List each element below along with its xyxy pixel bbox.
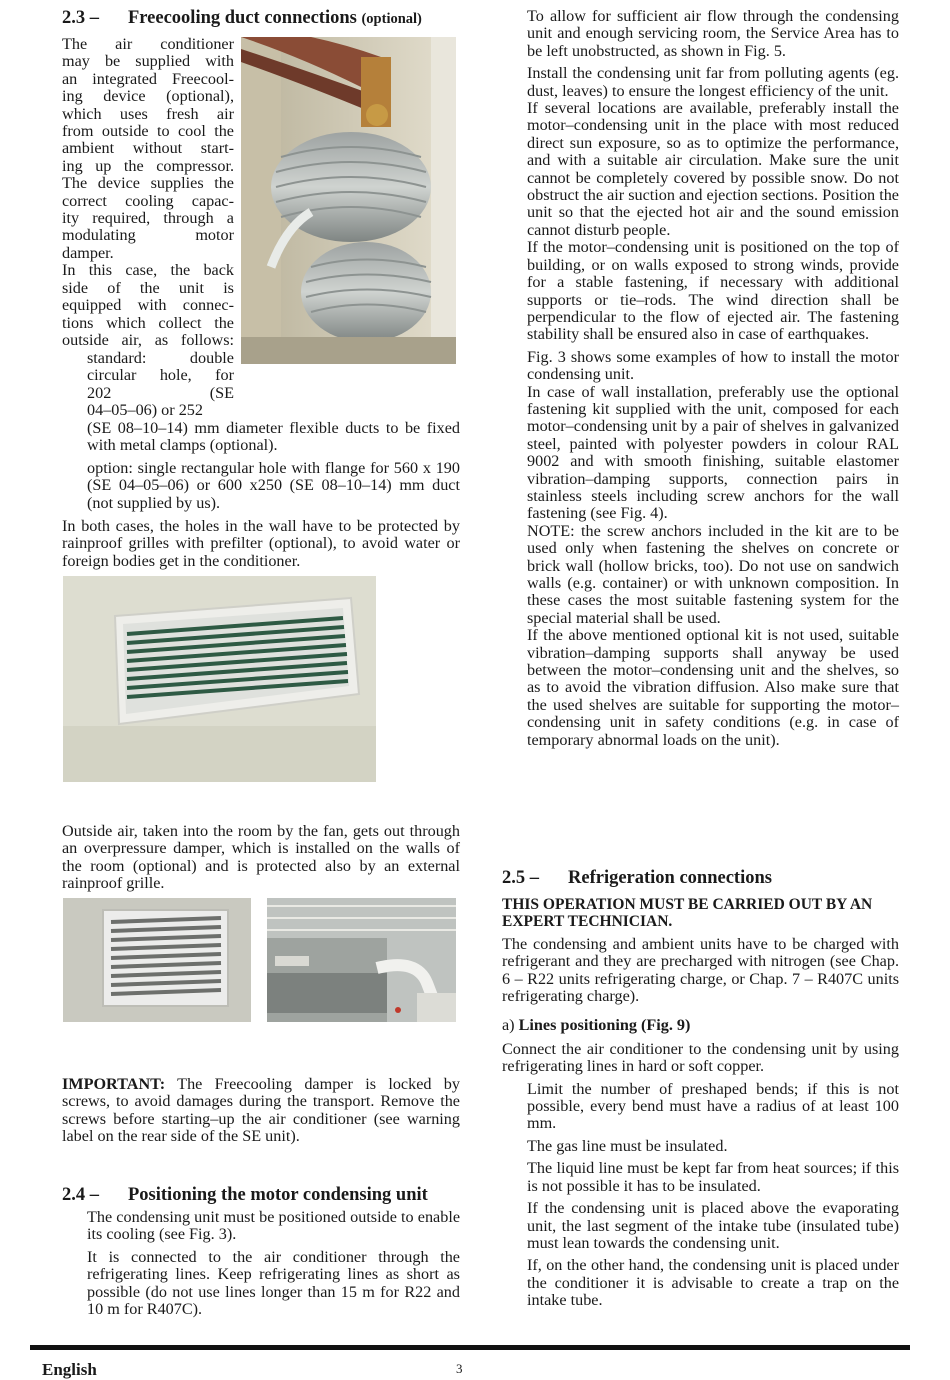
section-2-3-heading: 2.3 – Freecooling duct connections (optional) — [62, 8, 422, 28]
intro-paragraph: The air conditioner may be supplied with an integrated Freecool- ing device (optional), which uses fresh air from outside to cool the ambient without start- ing up the compressor. The device supplies the correct cooling capac- ity required, through a modulating motor damper. In this case, the back side of the unit is equipped with connec- tions which collect the outside air, as follows: — [62, 35, 234, 349]
option-paragraph: option: single rectangular hole with flange for 560 x 190 (SE 04–05–06) or 600 x250 (SE 08–10–14) mm duct (not supplied by us). — [87, 458, 460, 512]
outside-air-paragraph: Outside air, taken into the room by the fan, gets out through an overpressure damper, which is installed on the walls of the room (optional) and is protected also by an external rainproof grille. — [62, 822, 460, 893]
footer-rule — [30, 1345, 910, 1350]
section-2-3-title: Freecooling duct connections — [128, 8, 357, 28]
section-2-5-title: Refrigeration connections — [568, 868, 772, 888]
section-2-5-heading: 2.5 – Refrigeration connections — [502, 868, 772, 888]
subsection-a-heading: a) Lines positioning (Fig. 9) — [502, 1016, 691, 1035]
expert-warning: THIS OPERATION MUST BE CARRIED OUT BY AN EXPERT TECHNICIAN. — [502, 896, 873, 931]
unit-interior-photo — [267, 898, 456, 1022]
standard-option-tail: (SE 08–10–14) mm diameter flexible ducts to be fixed with metal clamps (optional). option: single rectangular hole with flange for 560 x 190 (SE 04–05–06) or 600 x250 (SE 08–10–14) mm duct (not supplied by us). — [87, 419, 460, 512]
page-number: 3 — [456, 1361, 463, 1376]
section-2-4-title: Positioning the motor condensing unit — [128, 1185, 428, 1205]
footer-language: English — [42, 1360, 97, 1379]
rainproof-grille-photo — [63, 576, 376, 782]
note-paragraph: NOTE: the screw anchors included in the kit are to be used only when fastening the shelves on concrete or brick wall (hollow bricks, too). Do not use on sandwich walls (e.g. container) or with unknown composition. In these cases the most suitable fastening system for the special material shall be used. — [527, 521, 899, 627]
section-2-4-heading: 2.4 – Positioning the motor condensing unit — [62, 1185, 428, 1205]
freecooling-ducts-photo — [241, 37, 456, 364]
overpressure-grille-photo — [63, 898, 251, 1022]
section-2-3-optional: (optional) — [361, 11, 422, 27]
important-paragraph: IMPORTANT: The Freecooling damper is locked by screws, to avoid damages during the transport. Remove the screws before starting–up the air conditioner (see warning label on the rear side of the SE unit). — [62, 1075, 460, 1146]
section-2-4-continued: To allow for sufficient air flow through the condensing unit and enough servicing room, the Service Area has to be left unobstructed, as shown in Fig. 5. Install the condensing unit far from polluting agents (eg. dust, leaves) to ensure the longest efficiency of the unit. If several locations are available, preferably install the motor–condensing unit in the place with most reduced direct sun exposure, so as to optimize the performance, and with a suitable air circulation. Make sure the unit cannot be completely covered by possible snow. Do not obstruct the air suction and ejection sections. Position the unit so that the ejected hot air and the sound emission cannot disturb people. If the motor–condensing unit is positioned on the top of building, or on walls exposed to strong winds, provide for a stable fastening, if necessary with additional supports or tie–rods. The wind direction shall be perpendicular to the flow of ejected air. The fastening stability shall be ensured also in case of earthquakes. Fig. 3 shows some examples of how to install the motor condensing unit. In case of wall installation, preferably use the optional fastening kit supplied with the unit, composed for each motor–condensing unit by a pair of shelves in galvanized steel, painted with polyester powders in colour RAL 9002 and with smooth finishing, suitable elastomer vibration–damping supports, connection pairs in stainless steels including screw anchors for the wall fastening (see Fig. 4). NOTE: the screw anchors included in the kit are to be used only when fastening the shelves on concrete or brick wall (hollow bricks, too). Do not use on sandwich walls (e.g. container) or with unknown composition. In these cases the most suitable fastening system for the special material shall be used. If the above mentioned optional kit is not used, suitable vibration–damping supports shall anyway be used between the motor–condensing unit and the shelves, so as to avoid the vibration diffusion. Also make sure that the used shelves are suitable for supporting the motor–condensing unit in safety conditions (e.g. in case of temporary abnormal loads on the unit). — [527, 7, 899, 749]
both-cases-paragraph: In both cases, the holes in the wall have to be protected by rainproof grilles with prefilter (optional), to avoid water or foreign bodies get in the conditioner. — [62, 517, 460, 570]
important-label: IMPORTANT: — [62, 1075, 166, 1093]
standard-option-lines: standard: double circular hole, for 202 (SE 04–05–06) or 252 — [87, 349, 234, 420]
section-2-4-body: The condensing unit must be positioned outside to enable its cooling (see Fig. 3). It is connected to the air conditioner through the refrigerating lines. Keep refrigerating lines as short as possible (do not use lines longer than 15 m for R22 and 10 m for R407C). — [87, 1208, 460, 1319]
section-2-5-body: THIS OPERATION MUST BE CARRIED OUT BY AN EXPERT TECHNICIAN. The condensing and ambient units have to be charged with refrigerant and they are precharged with nitrogen (see Chap. 6 – R22 units refrigerating charge, or Chap. 7 – R407C units refrigerating charge). a) Lines positioning (Fig. 9) Connect the air conditioner to the condensing unit by using refrigerating lines in hard or soft copper. Limit the number of preshaped bends; if this is not possible, every bend must have a radius of at least 100 mm. The gas line must be insulated. The liquid line must be kept far from heat sources; if this is not possible it has to be insulated. If the condensing unit is placed above the evaporating unit, the last segment of the intake tube (insulated tube) must lean towards the condensing unit. If, on the other hand, the condensing unit is placed under the conditioner it is advisable to create a trap on the intake tube. — [502, 896, 899, 1310]
